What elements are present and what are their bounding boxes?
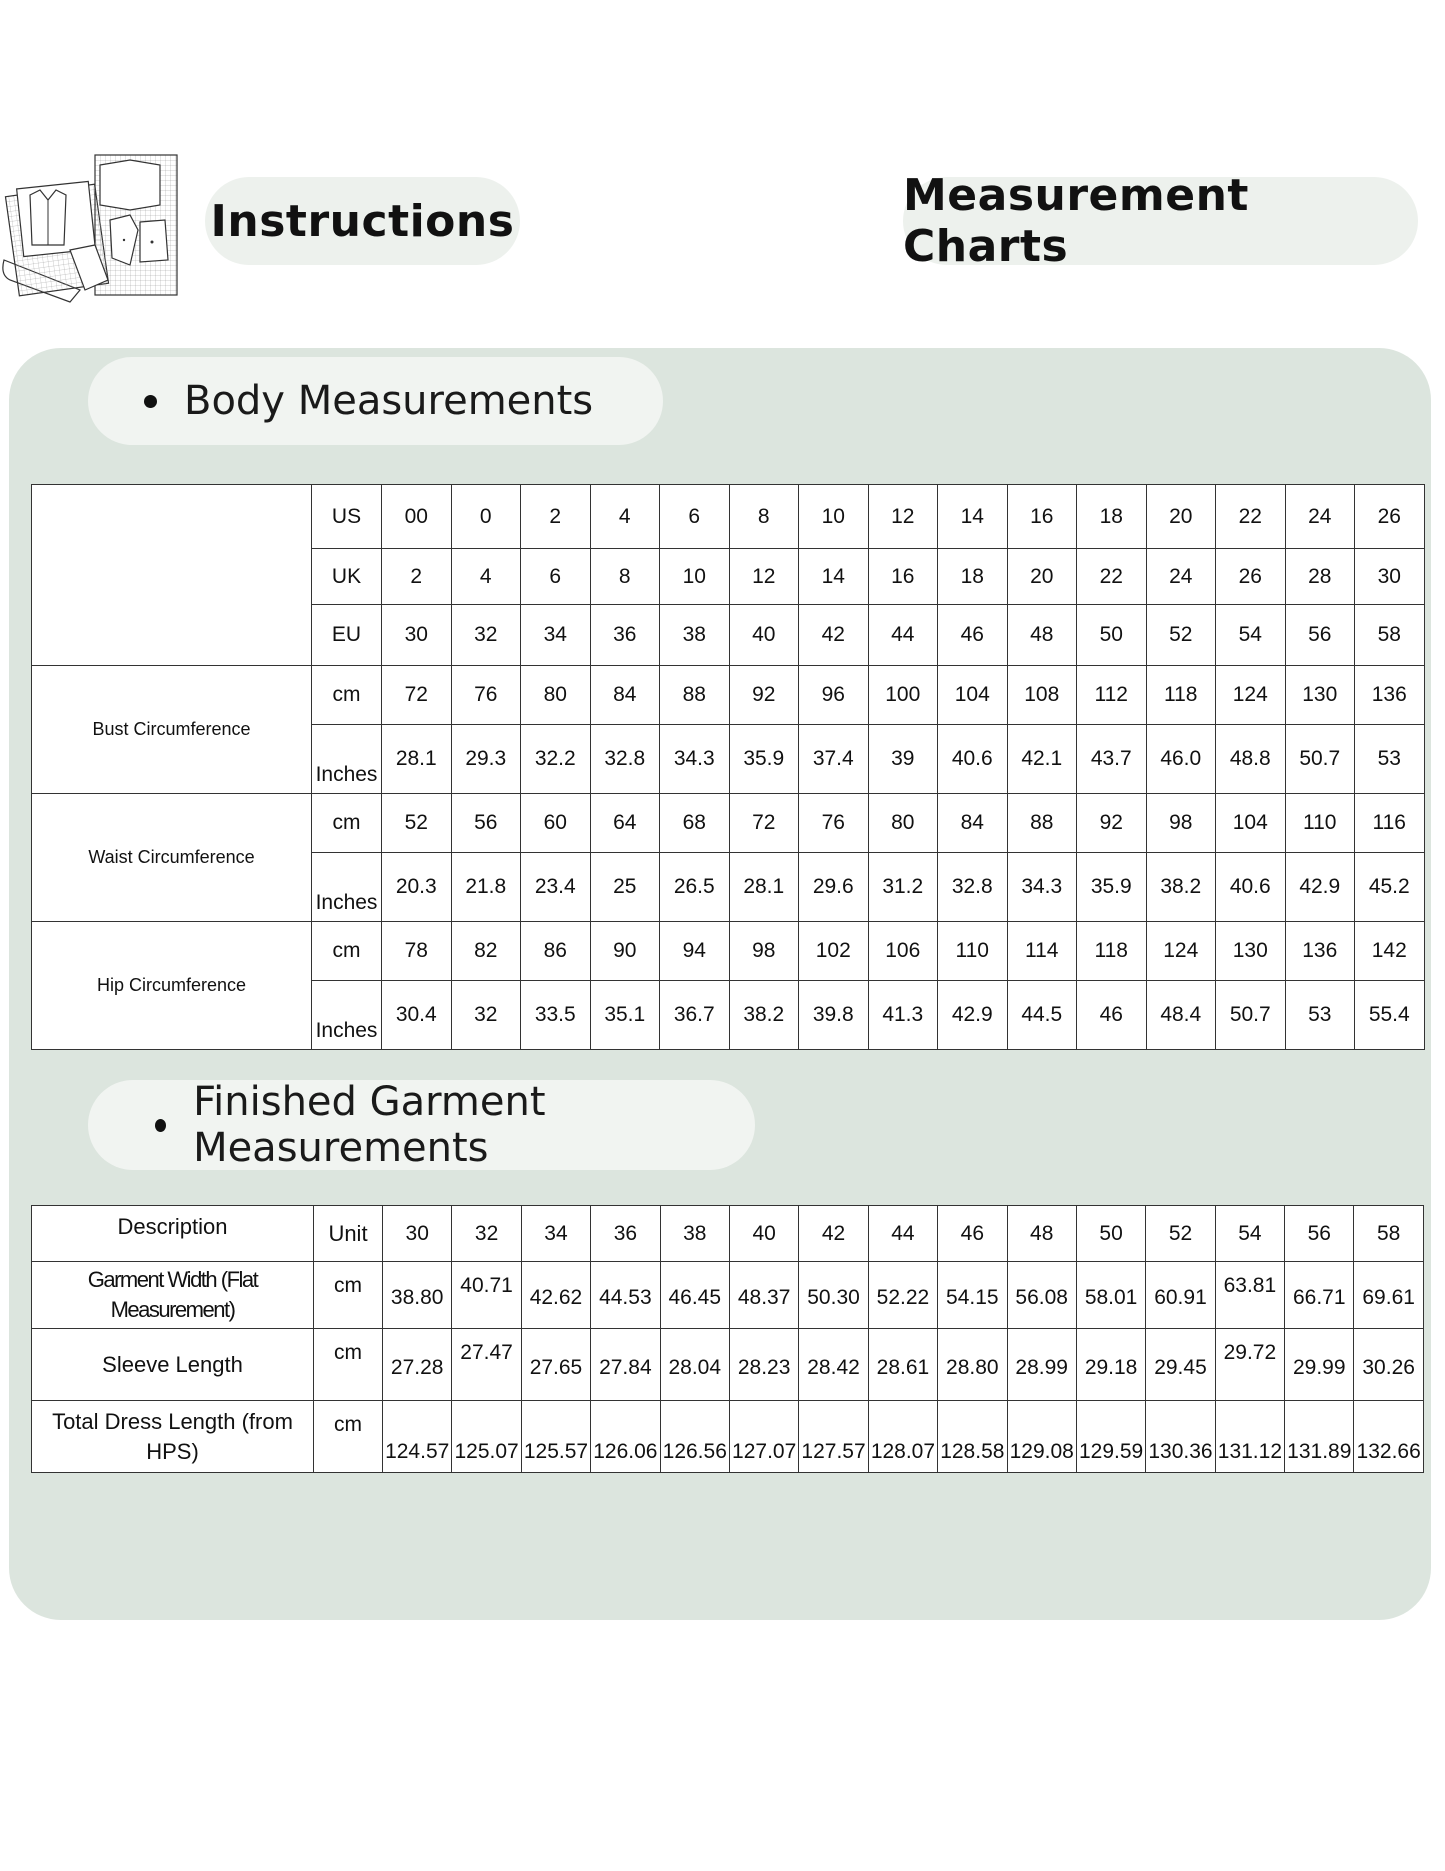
value-cell: 80 [521, 666, 591, 725]
value-cell: 28.23 [729, 1329, 798, 1401]
bullet-icon [155, 1119, 166, 1132]
measurement-charts-tab[interactable] [903, 170, 1418, 272]
value-cell: 32.8 [938, 853, 1008, 922]
size-header-cell: 44 [868, 1206, 937, 1262]
size-cell: 10 [660, 549, 730, 605]
value-cell: 23.4 [521, 853, 591, 922]
garment-row [32, 1262, 1424, 1329]
value-cell: 36.7 [660, 981, 730, 1050]
value-cell: 30.26 [1354, 1329, 1423, 1401]
value-cell: 92 [1077, 794, 1147, 853]
value-cell: 80 [868, 794, 938, 853]
unit-label: cm [314, 1401, 383, 1473]
size-cell: 38 [660, 605, 730, 666]
instructions-label: Instructions [210, 195, 515, 247]
garment-header-row [32, 1206, 1424, 1262]
value-cell: 20.3 [382, 853, 452, 922]
value-cell: 116 [1355, 794, 1425, 853]
value-cell: 32.8 [590, 725, 660, 794]
value-cell: 84 [938, 794, 1008, 853]
value-cell: 130 [1216, 922, 1286, 981]
value-cell: 48.4 [1146, 981, 1216, 1050]
value-cell: 34.3 [660, 725, 730, 794]
value-cell: 124 [1216, 666, 1286, 725]
size-cell: 20 [1146, 485, 1216, 549]
value-cell: 132.66 [1354, 1401, 1423, 1473]
value-cell: 29.45 [1146, 1329, 1215, 1401]
value-cell: 56.08 [1007, 1262, 1076, 1329]
value-cell: 31.2 [868, 853, 938, 922]
value-cell: 128.07 [868, 1401, 937, 1473]
value-cell: 72 [729, 794, 799, 853]
value-cell: 52 [382, 794, 452, 853]
finished-garment-table [31, 1205, 1424, 1473]
value-cell: 130.36 [1146, 1401, 1215, 1473]
body-measurements-table [31, 484, 1425, 1050]
size-cell: 24 [1146, 549, 1216, 605]
value-cell: 142 [1355, 922, 1425, 981]
size-cell: 0 [451, 485, 521, 549]
size-cell: 46 [938, 605, 1008, 666]
value-cell: 126.06 [591, 1401, 660, 1473]
value-cell: 94 [660, 922, 730, 981]
size-system-label: UK [312, 549, 382, 605]
size-header-cell: 46 [938, 1206, 1007, 1262]
value-cell: 46 [1077, 981, 1147, 1050]
value-cell: 25 [590, 853, 660, 922]
size-header-cell: 36 [591, 1206, 660, 1262]
value-cell: 55.4 [1355, 981, 1425, 1050]
size-cell: 10 [799, 485, 869, 549]
value-cell: 35.9 [1077, 853, 1147, 922]
value-cell: 60 [521, 794, 591, 853]
size-header-cell: 56 [1285, 1206, 1354, 1262]
value-cell: 106 [868, 922, 938, 981]
unit-label: cm [312, 666, 382, 725]
size-header-cell: 34 [521, 1206, 590, 1262]
value-cell: 127.07 [729, 1401, 798, 1473]
size-cell: 54 [1216, 605, 1286, 666]
size-cell: 58 [1355, 605, 1425, 666]
size-header-cell: 42 [799, 1206, 868, 1262]
value-cell: 39 [868, 725, 938, 794]
value-cell: 69.61 [1354, 1262, 1423, 1329]
value-cell: 27.28 [383, 1329, 452, 1401]
instructions-tab[interactable] [205, 177, 520, 265]
value-cell: 102 [799, 922, 869, 981]
value-cell: 100 [868, 666, 938, 725]
size-header-cell: 54 [1215, 1206, 1284, 1262]
value-cell: 63.81 [1215, 1262, 1284, 1329]
value-cell: 40.71 [452, 1262, 521, 1329]
value-cell: 104 [938, 666, 1008, 725]
size-cell: 40 [729, 605, 799, 666]
measure-name: Hip Circumference [32, 922, 312, 1050]
size-cell: 18 [1077, 485, 1147, 549]
value-cell: 136 [1285, 922, 1355, 981]
value-cell: 21.8 [451, 853, 521, 922]
value-cell: 50.30 [799, 1262, 868, 1329]
value-cell: 64 [590, 794, 660, 853]
value-cell: 78 [382, 922, 452, 981]
garment-description: Total Dress Length (from HPS) [32, 1401, 314, 1473]
unit-header: Unit [314, 1206, 383, 1262]
value-cell: 98 [729, 922, 799, 981]
value-cell: 88 [660, 666, 730, 725]
size-cell: 24 [1285, 485, 1355, 549]
value-cell: 56 [451, 794, 521, 853]
size-cell: 6 [521, 549, 591, 605]
value-cell: 136 [1355, 666, 1425, 725]
finished-garment-heading [88, 1080, 755, 1170]
value-cell: 33.5 [521, 981, 591, 1050]
size-cell: 8 [729, 485, 799, 549]
value-cell: 35.1 [590, 981, 660, 1050]
value-cell: 32 [451, 981, 521, 1050]
garment-description: Garment Width (Flat Measurement) [32, 1262, 314, 1329]
size-header-cell: 38 [660, 1206, 729, 1262]
value-cell: 127.57 [799, 1401, 868, 1473]
value-cell: 131.12 [1215, 1401, 1284, 1473]
size-cell: 8 [590, 549, 660, 605]
value-cell: 88 [1007, 794, 1077, 853]
value-cell: 130 [1285, 666, 1355, 725]
unit-label: cm [312, 922, 382, 981]
size-cell: 4 [590, 485, 660, 549]
value-cell: 82 [451, 922, 521, 981]
value-cell: 29.18 [1076, 1329, 1145, 1401]
value-cell: 46.45 [660, 1262, 729, 1329]
bust-circumference-cm-row [32, 666, 1425, 725]
value-cell: 66.71 [1285, 1262, 1354, 1329]
size-cell: 22 [1077, 549, 1147, 605]
value-cell: 68 [660, 794, 730, 853]
value-cell: 32.2 [521, 725, 591, 794]
measure-name: Bust Circumference [32, 666, 312, 794]
unit-label: cm [312, 794, 382, 853]
value-cell: 112 [1077, 666, 1147, 725]
size-cell: 14 [799, 549, 869, 605]
size-cell: 12 [729, 549, 799, 605]
size-cell: 12 [868, 485, 938, 549]
finished-garment-title: Finished Garment Measurements [193, 1079, 546, 1171]
size-cell: 56 [1285, 605, 1355, 666]
size-cell: 32 [451, 605, 521, 666]
size-row-us [32, 485, 1425, 549]
value-cell: 27.84 [591, 1329, 660, 1401]
value-cell: 86 [521, 922, 591, 981]
value-cell: 39.8 [799, 981, 869, 1050]
size-cell: 28 [1285, 549, 1355, 605]
body-measurements-title: Body Measurements [184, 378, 594, 424]
size-header-cell: 58 [1354, 1206, 1423, 1262]
unit-label: Inches [312, 981, 382, 1050]
size-cell: 34 [521, 605, 591, 666]
value-cell: 35.9 [729, 725, 799, 794]
value-cell: 42.9 [1285, 853, 1355, 922]
value-cell: 125.07 [452, 1401, 521, 1473]
size-header-cell: 30 [383, 1206, 452, 1262]
value-cell: 53 [1355, 725, 1425, 794]
size-cell: 14 [938, 485, 1008, 549]
value-cell: 29.6 [799, 853, 869, 922]
value-cell: 34.3 [1007, 853, 1077, 922]
value-cell: 72 [382, 666, 452, 725]
value-cell: 129.08 [1007, 1401, 1076, 1473]
size-header-cell: 40 [729, 1206, 798, 1262]
unit-label: Inches [312, 725, 382, 794]
value-cell: 76 [451, 666, 521, 725]
size-cell: 2 [382, 549, 452, 605]
value-cell: 118 [1077, 922, 1147, 981]
value-cell: 52.22 [868, 1262, 937, 1329]
unit-label: cm [314, 1262, 383, 1329]
value-cell: 27.65 [521, 1329, 590, 1401]
value-cell: 42.62 [521, 1262, 590, 1329]
value-cell: 38.2 [1146, 853, 1216, 922]
value-cell: 29.3 [451, 725, 521, 794]
value-cell: 46.0 [1146, 725, 1216, 794]
value-cell: 76 [799, 794, 869, 853]
size-cell: 44 [868, 605, 938, 666]
value-cell: 28.61 [868, 1329, 937, 1401]
size-cell: 50 [1077, 605, 1147, 666]
garment-row [32, 1401, 1424, 1473]
unit-label: cm [314, 1329, 383, 1401]
value-cell: 42.9 [938, 981, 1008, 1050]
size-cell: 16 [1007, 485, 1077, 549]
value-cell: 92 [729, 666, 799, 725]
value-cell: 124.57 [383, 1401, 452, 1473]
value-cell: 131.89 [1285, 1401, 1354, 1473]
size-cell: 16 [868, 549, 938, 605]
value-cell: 53 [1285, 981, 1355, 1050]
garment-row [32, 1329, 1424, 1401]
size-cell: 20 [1007, 549, 1077, 605]
value-cell: 104 [1216, 794, 1286, 853]
size-system-label: US [312, 485, 382, 549]
value-cell: 28.99 [1007, 1329, 1076, 1401]
value-cell: 128.58 [938, 1401, 1007, 1473]
size-cell: 2 [521, 485, 591, 549]
value-cell: 54.15 [938, 1262, 1007, 1329]
value-cell: 37.4 [799, 725, 869, 794]
value-cell: 48.8 [1216, 725, 1286, 794]
size-cell: 52 [1146, 605, 1216, 666]
body-measurements-heading [88, 357, 663, 445]
unit-label: Inches [312, 853, 382, 922]
size-header-cell: 32 [452, 1206, 521, 1262]
value-cell: 114 [1007, 922, 1077, 981]
description-header: Description [32, 1206, 314, 1262]
value-cell: 28.1 [382, 725, 452, 794]
value-cell: 42.1 [1007, 725, 1077, 794]
size-cell: 30 [1355, 549, 1425, 605]
value-cell: 50.7 [1216, 981, 1286, 1050]
hip-circumference-cm-row [32, 922, 1425, 981]
value-cell: 45.2 [1355, 853, 1425, 922]
size-cell: 4 [451, 549, 521, 605]
value-cell: 124 [1146, 922, 1216, 981]
value-cell: 28.1 [729, 853, 799, 922]
value-cell: 50.7 [1285, 725, 1355, 794]
value-cell: 29.72 [1215, 1329, 1284, 1401]
measure-name: Waist Circumference [32, 794, 312, 922]
size-cell: 18 [938, 549, 1008, 605]
size-cell: 30 [382, 605, 452, 666]
value-cell: 28.42 [799, 1329, 868, 1401]
value-cell: 43.7 [1077, 725, 1147, 794]
value-cell: 129.59 [1076, 1401, 1145, 1473]
value-cell: 60.91 [1146, 1262, 1215, 1329]
value-cell: 30.4 [382, 981, 452, 1050]
size-cell: 36 [590, 605, 660, 666]
value-cell: 98 [1146, 794, 1216, 853]
value-cell: 27.47 [452, 1329, 521, 1401]
value-cell: 84 [590, 666, 660, 725]
size-cell: 48 [1007, 605, 1077, 666]
size-cell: 6 [660, 485, 730, 549]
value-cell: 44.5 [1007, 981, 1077, 1050]
value-cell: 90 [590, 922, 660, 981]
value-cell: 44.53 [591, 1262, 660, 1329]
value-cell: 118 [1146, 666, 1216, 725]
value-cell: 41.3 [868, 981, 938, 1050]
blank-header-cell [32, 485, 312, 666]
size-header-cell: 48 [1007, 1206, 1076, 1262]
sewing-pattern-illustration [0, 150, 180, 305]
value-cell: 126.56 [660, 1401, 729, 1473]
value-cell: 58.01 [1076, 1262, 1145, 1329]
size-cell: 00 [382, 485, 452, 549]
garment-description: Sleeve Length [32, 1329, 314, 1401]
value-cell: 110 [1285, 794, 1355, 853]
value-cell: 29.99 [1285, 1329, 1354, 1401]
bullet-icon [144, 395, 157, 408]
value-cell: 28.04 [660, 1329, 729, 1401]
value-cell: 96 [799, 666, 869, 725]
value-cell: 48.37 [729, 1262, 798, 1329]
value-cell: 38.2 [729, 981, 799, 1050]
value-cell: 38.80 [383, 1262, 452, 1329]
value-cell: 28.80 [938, 1329, 1007, 1401]
size-system-label: EU [312, 605, 382, 666]
size-cell: 26 [1355, 485, 1425, 549]
value-cell: 125.57 [521, 1401, 590, 1473]
value-cell: 26.5 [660, 853, 730, 922]
value-cell: 108 [1007, 666, 1077, 725]
size-cell: 42 [799, 605, 869, 666]
value-cell: 40.6 [938, 725, 1008, 794]
value-cell: 40.6 [1216, 853, 1286, 922]
size-header-cell: 50 [1076, 1206, 1145, 1262]
size-cell: 26 [1216, 549, 1286, 605]
waist-circumference-cm-row [32, 794, 1425, 853]
size-cell: 22 [1216, 485, 1286, 549]
measurement-charts-label: Measurement Charts [903, 170, 1249, 272]
value-cell: 110 [938, 922, 1008, 981]
size-header-cell: 52 [1146, 1206, 1215, 1262]
